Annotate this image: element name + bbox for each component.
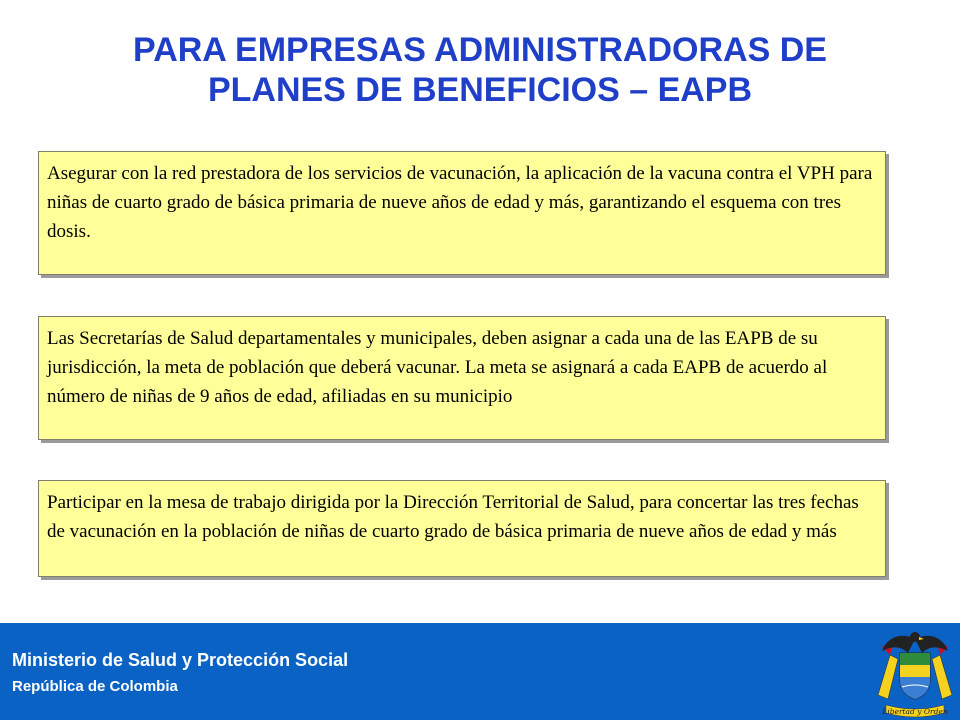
page-title-line-1: PARA EMPRESAS ADMINISTRADORAS DE xyxy=(133,31,827,69)
colombia-coat-of-arms-icon xyxy=(872,625,958,720)
text-box-3: Participar en la mesa de trabajo dirigida por la Dirección Territorial de Salud, para concertar las tres fechas de vacunación en la población de niñas de cuarto grado de básica primaria de nueve años de edad y más xyxy=(38,480,886,577)
footer-bar xyxy=(0,623,960,720)
text-box-2: Las Secretarías de Salud departamentales y municipales, deben asignar a cada una de las EAPB de su jurisdicción, la meta de población que deberá vacunar. La meta se asignará a cada EAPB de acuerdo al número de niñas de 9 años de edad, afiliadas en su municipio xyxy=(38,316,886,440)
republic-name: República de Colombia xyxy=(12,678,178,695)
page-title xyxy=(40,30,920,110)
text-box-1: Asegurar con la red prestadora de los servicios de vacunación, la aplicación de la vacuna contra el VPH para niñas de cuarto grado de básica primaria de nueve años de edad y más, garantizando el esquema con tres dosis. xyxy=(38,151,886,275)
page-title-line-2: PLANES DE BENEFICIOS – EAPB xyxy=(207,71,753,109)
ministry-name: Ministerio de Salud y Protección Social xyxy=(12,650,349,670)
seal-motto: Libertad y Orden xyxy=(882,707,948,716)
